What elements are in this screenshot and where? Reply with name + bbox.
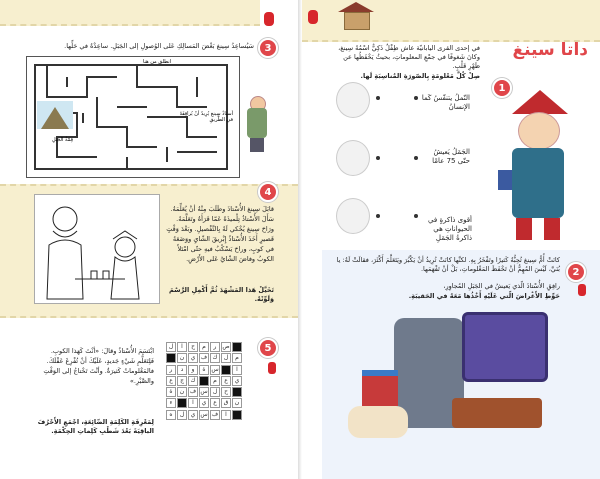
grid-cell[interactable] [177,398,187,408]
coloring-line-art [35,195,159,303]
section-2-text-b: رافِقِ الأُسْتاذَ الّذي يَعيشُ في الجَبَلِ المُجاوِرِ، [443,282,560,290]
grid-cell[interactable]: ع [221,376,231,386]
grid-cell[interactable]: ن [177,387,187,397]
fact-image-bird[interactable] [336,82,370,118]
grid-cell[interactable]: م [210,376,220,386]
lantern-icon [308,10,318,24]
fact-image-ant[interactable] [336,198,370,234]
grid-cell[interactable]: ه [166,410,176,420]
grid-cell[interactable]: ا [188,398,198,408]
match-dot[interactable] [376,156,380,160]
grid-cell[interactable]: ك [210,353,220,363]
grid-cell[interactable]: ن [232,398,242,408]
match-dot[interactable] [376,96,380,100]
grid-cell[interactable]: م [232,353,242,363]
table-illustration[interactable] [452,398,542,428]
house-illustration [338,2,374,30]
grid-cell[interactable]: ا [221,410,231,420]
section-5-number: 5 [258,338,278,358]
grid-cell[interactable]: م [199,342,209,352]
section-5-prompt: لِمَعْرِفَةِ الكَلِمَةِ الضّائِعَةِ، اجْمَعِ الأَحْرُفَ الباقِيَةَ بَعْدَ شَطْبِ كَلِماتِ الحِكْمَةِ. [37,418,154,435]
grid-cell[interactable]: د [177,365,187,375]
fact-text-2: الجَمَلُ يَعيشُ حتّى 75 عامًا [432,148,470,165]
maze-label-right: أستاذُ سِينغ يُرِيدُ أنْ يُرافِقَهُ في الطّريقِ [179,111,233,123]
section-1-number: 1 [492,78,512,98]
maze-label-left: قِمّةُ الجَبَلِ [52,137,73,143]
grid-cell[interactable]: ي [232,376,242,386]
tv-illustration[interactable] [462,312,548,382]
grid-cell[interactable] [166,353,176,363]
grid-cell[interactable] [232,387,242,397]
grid-cell[interactable]: ل [166,342,176,352]
grid-cell[interactable]: ا [232,365,242,375]
crossword-grid[interactable] [166,342,246,420]
match-dot[interactable] [376,214,380,218]
coloring-drawing[interactable] [34,194,160,304]
section-3-instruction: سَيُساعِدُ سِينغ بَعْضَ المَسالِكِ عَلى الوُصولِ إلى الجَبَلِ. ساعِدْهُ في حَلِّها. [64,42,254,50]
grid-cell[interactable]: ن [177,353,187,363]
grid-cell[interactable]: ف [200,354,208,362]
section-2-text-a: كانَتْ أُمُّ سِينغ تُحِبُّهُ كَثيرًا وتَفْخَرُ بِهِ. لكنَّها كانَتْ تُرِيدُ أنْ يَكْبُرَ ويَتَعَلَّمَ أَكْثَرَ، فقالَتْ لَهُ: يا بُنَيَّ، لَيْسَ المُهِمُّ أنْ تَحْفَظَ المَعْلوماتِ، بَلْ أنْ تَفْهَمَها. [336,256,560,273]
grid-cell[interactable]: و [188,365,198,375]
grid-cell[interactable]: ق [221,398,231,408]
left-page [0,0,298,479]
grid-cell[interactable]: ك [188,376,198,386]
section-4-number: 4 [258,182,278,202]
grid-cell[interactable]: ل [221,353,231,363]
grid-cell[interactable]: ر [210,342,220,352]
grid-cell[interactable]: س [211,365,219,373]
grid-cell[interactable]: ء [166,398,176,408]
grid-cell[interactable]: ج [177,376,187,386]
fact-text-1: النّملُ يتنفّسُ كَما الإنسانُ [421,94,470,111]
maze[interactable] [26,56,240,178]
section-4-prompt: تَخَيَّلْ هَذا المَشْهَدَ ثُمَّ أَكْمِلِ الرَّسْمَ وَلَوِّنْهُ. [169,286,274,303]
grid-cell[interactable] [199,376,209,386]
match-dot[interactable] [414,156,418,160]
section-1-prompt: صِلْ كُلَّ مَعْلومَةٍ بِالصّورَةِ المُناسِبَةِ لَها. [360,72,480,80]
books-illustration[interactable] [362,370,398,406]
grid-cell[interactable]: ف [211,410,219,418]
grid-cell[interactable]: ي [188,410,198,420]
section-3-number: 3 [258,38,278,58]
lantern-icon [264,12,274,26]
grid-cell[interactable]: ف [189,388,197,396]
section-4-text: قابَلَ سِينغ الأُسْتاذَ وطَلَبَ مِنْهُ أنْ يُعَلِّمَهُ. سَأَلَ الأُسْتاذُ تِلْميذَهُ عَمّا قَرَأَهُ وتَعَلَّمَهُ. ورَاحَ سِينغ يُحْكي لَهُ بِالتَّفْصيلِ. وبَعْدَ وَقْتٍ قَصيرٍ أَخَذَ الأُسْتاذُ إِبْريقَ الشّايِ ووَضَعَهُ في كوبٍ، وراحَ يَسْكُبُ فيهِ حتّى امْتَلأَ الكوبُ وفاضَ الشّايُ عَلى الأَرْضِ. [166,205,274,263]
right-page [302,0,600,479]
grid-cell[interactable]: ل [210,387,220,397]
grid-cell[interactable]: ص [222,343,230,350]
boy-character [498,90,582,244]
section-2-emphasis: حَوِّطِ الأَغْراضَ الّتي عَلَيْهِ أَخْذُها مَعَهُ في الحَقيبَةِ. [408,292,560,300]
grid-cell[interactable]: ح [188,342,198,352]
match-dot[interactable] [414,214,418,218]
grid-cell[interactable]: ر [166,365,176,375]
grid-cell[interactable] [221,365,231,375]
lantern-icon [268,362,276,374]
pillow-illustration[interactable] [348,406,408,438]
grid-cell[interactable]: ة [166,387,176,397]
match-dot[interactable] [414,96,418,100]
section-5-text: ابْتَسَمَ الأُسْتاذُ وقالَ: «أنْتَ كَهَذا الكوبِ. فَلِتَعَلُّمِ شَيْءٍ جَديدٍ، عَلَيْكَ أنْ تُفْرِغَ عَقْلَكَ. فالمَعْلوماتُ كَثيرَةٌ. وأنْتَ تَحْتاجُ إلى الوَقْتِ والصَّبْرِ.» [43,347,154,385]
section-2-number: 2 [566,262,586,282]
fact-text-3: أقوى ذاكرةٍ في الحيواناتِ هي ذاكرةُ الجَمَلِ [428,216,472,242]
grid-cell[interactable]: ي [199,398,209,408]
grid-cell[interactable]: ة [199,365,209,375]
fact-image-camel[interactable] [336,140,370,176]
page-title: داتا سينغ [512,40,588,60]
grid-cell[interactable]: ل [177,410,187,420]
maze-start-label: انطلق من هنا [142,59,171,65]
lantern-icon [578,284,586,296]
grid-cell[interactable]: س [200,388,208,396]
grid-cell[interactable]: ا [177,342,187,352]
mountain-image [37,101,73,129]
grid-cell[interactable]: ي [188,353,198,363]
grid-cell[interactable]: ح [221,387,231,397]
grid-cell[interactable]: ع [166,376,176,386]
old-man-illustration [242,96,272,154]
grid-cell[interactable]: س [200,410,208,418]
header-strip [0,0,260,26]
grid-cell[interactable] [232,342,242,352]
section-1-intro: في إحدى القرى اليابانيّة عاش طِفْلٌ ذَكِيٌّ اسْمُهُ سِينغ، وكانَ شَغوفًا في جمْعِ المعلوماتِ، بحيثُ يَحْفَظُها عن ظَهْرِ قَلْبٍ. [338,44,480,70]
grid-cell[interactable]: ع [210,398,220,408]
grid-cell[interactable] [232,410,242,420]
